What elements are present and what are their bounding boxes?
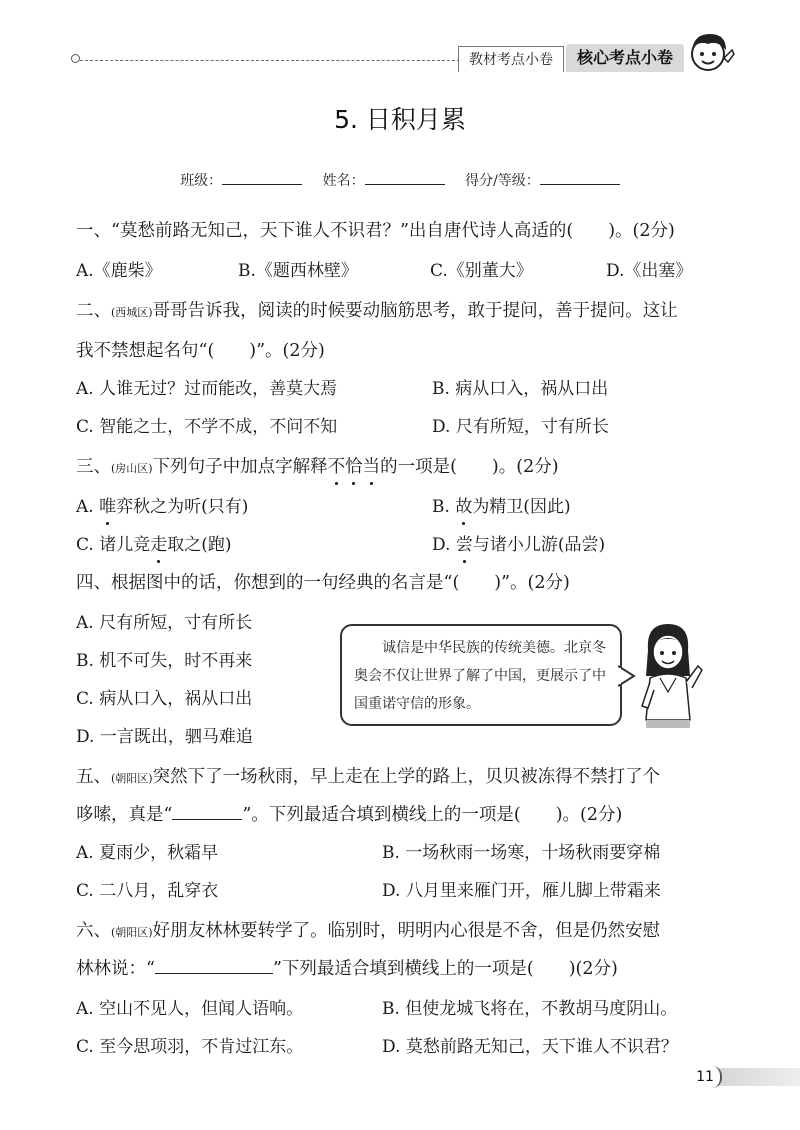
question-text-tail: 的一项是( )。(2分) [380,457,559,477]
header-tab-core: 核心考点小卷 [566,44,684,72]
option-text: 取之(跑) [167,535,232,555]
q5-option-c[interactable]: C. 二八月，乱穿衣 [76,881,219,901]
option-prefix: B. [432,497,456,517]
question-text: 根据图中的话，你想到的一句经典的名言是“( )”。(2分) [111,573,570,593]
q6-option-b[interactable]: B. 但使龙城飞将在，不教胡马度阴山。 [382,999,678,1019]
girl-illustration-icon [628,620,706,730]
dotted-char: 当 [363,454,381,480]
q3-option-c[interactable] [76,532,231,558]
q6-option-a[interactable]: A. 空山不见人，但闻人语响。 [76,999,304,1019]
q1-option-a[interactable]: A.《鹿柴》 [76,261,162,281]
class-blank[interactable] [222,172,302,185]
class-label: 班级： [180,173,223,189]
score-label: 得分/等级： [465,173,540,189]
question-number: 六、 [76,921,111,941]
dotted-char: 走 [150,532,167,558]
q6-option-d[interactable]: D. 莫愁前路无知己，天下谁人不识君？ [382,1037,678,1057]
question-6-stem-line-2 [76,956,618,982]
q3-option-b[interactable] [432,494,571,520]
question-2-stem [76,298,678,326]
q4-option-b[interactable]: B. 机不可失，时不再来 [76,651,253,671]
q2-option-d[interactable]: D. 尺有所短，寸有所长 [432,417,609,437]
question-text: “莫愁前路无知己，天下谁人不识君？”出自唐代诗人高适的( )。(2分) [111,221,675,241]
question-text-tail: ”下列最适合填到横线上的一项是( )(2分) [272,959,618,979]
name-field[interactable] [323,170,445,190]
dotted-emphasis [328,457,381,477]
dotted-char: 故 [455,494,472,520]
score-blank[interactable] [540,172,620,185]
question-5-stem-line-2 [76,802,622,828]
page-number: 11 [690,1066,722,1088]
question-text: 林林说：“ [76,959,155,979]
question-text: 突然下了一场秋雨，早上走在上学的路上，贝贝被冻得不禁打了个 [152,767,661,787]
district-label: (朝阳区) [111,926,153,939]
score-field[interactable] [465,170,620,190]
class-field[interactable] [180,170,302,190]
option-text: 与诸小儿游(品尝) [472,535,606,555]
q3-option-d[interactable] [432,532,605,558]
question-6-stem [76,918,660,946]
speech-bubble: 诚信是中华民族的传统美德。北京冬奥会不仅让世界了解了中国，更展示了中国重诺守信的形象。 [340,624,622,726]
page-title: 5. 日积月累 [334,105,466,134]
question-number: 三、 [76,457,111,477]
q1-option-c[interactable]: C.《别董大》 [430,261,533,281]
dotted-char: 唯 [99,494,116,520]
name-label: 姓名： [322,173,365,189]
dotted-char: 不 [328,454,346,480]
boy-mascot-icon [684,28,736,76]
question-number: 二、 [76,301,111,321]
question-number: 五、 [76,767,111,787]
question-1-stem [76,218,675,244]
q3-option-a[interactable] [76,494,248,520]
q4-option-d[interactable]: D. 一言既出，驷马难追 [76,727,253,747]
q2-option-b[interactable]: B. 病从口入，祸从口出 [432,379,609,399]
q5-option-a[interactable]: A. 夏雨少，秋霜早 [76,843,219,863]
answer-blank[interactable] [172,803,242,820]
question-text: 好朋友林林要转学了。临别时，明明内心很是不舍，但是仍然安慰 [152,921,661,941]
question-2-stem-line-2: 我不禁想起名句“( )”。(2分) [76,341,325,361]
dotted-char: 恰 [345,454,363,480]
q4-option-a[interactable]: A. 尺有所短，寸有所长 [76,613,253,633]
q6-option-c[interactable]: C. 至今思项羽，不肯过江东。 [76,1037,304,1057]
q5-option-d[interactable]: D. 八月里来雁门开，雁儿脚上带霜来 [382,881,661,901]
q5-option-b[interactable]: B. 一场秋雨一场寒，十场秋雨要穿棉 [382,843,661,863]
dotted-char: 尝 [456,532,473,558]
q2-option-c[interactable]: C. 智能之士，不学不成，不问不知 [76,417,338,437]
name-blank[interactable] [365,172,445,185]
header-tab-textbook: 教材考点小卷 [458,46,564,72]
question-text: 哥哥告诉我，阅读的时候要动脑筋思考，敢于提问，善于提问。这让 [152,301,678,321]
question-4-stem [76,570,570,596]
district-label: (房山区) [111,462,153,475]
option-prefix: C. 诸儿竞 [76,535,151,555]
district-label: (朝阳区) [111,772,153,785]
option-prefix: A. [76,497,100,517]
student-info-row [0,170,800,190]
question-number: 一、 [76,221,111,241]
answer-blank[interactable] [155,957,273,974]
option-prefix: D. [432,535,456,555]
header-dashed-line [80,60,460,61]
q4-option-c[interactable]: C. 病从口入，祸从口出 [76,689,253,709]
q2-option-a[interactable]: A. 人谁无过？过而能改，善莫大焉 [76,379,338,399]
question-text: 下列句子中加点字解释 [152,457,328,477]
question-text-tail: ”。下列最适合填到横线上的一项是( )。(2分) [242,805,623,825]
option-text: 为精卫(因此) [472,497,571,517]
question-5-stem [76,764,660,792]
question-text: 哆嗦，真是“ [76,805,173,825]
question-number: 四、 [76,573,111,593]
header-dot [71,54,80,63]
district-label: (西城区) [111,306,153,319]
question-3-stem [76,454,559,482]
q1-option-b[interactable]: B.《题西林壁》 [238,261,358,281]
q1-option-d[interactable]: D.《出塞》 [606,261,693,281]
option-text: 弈秋之为听(只有) [116,497,249,517]
